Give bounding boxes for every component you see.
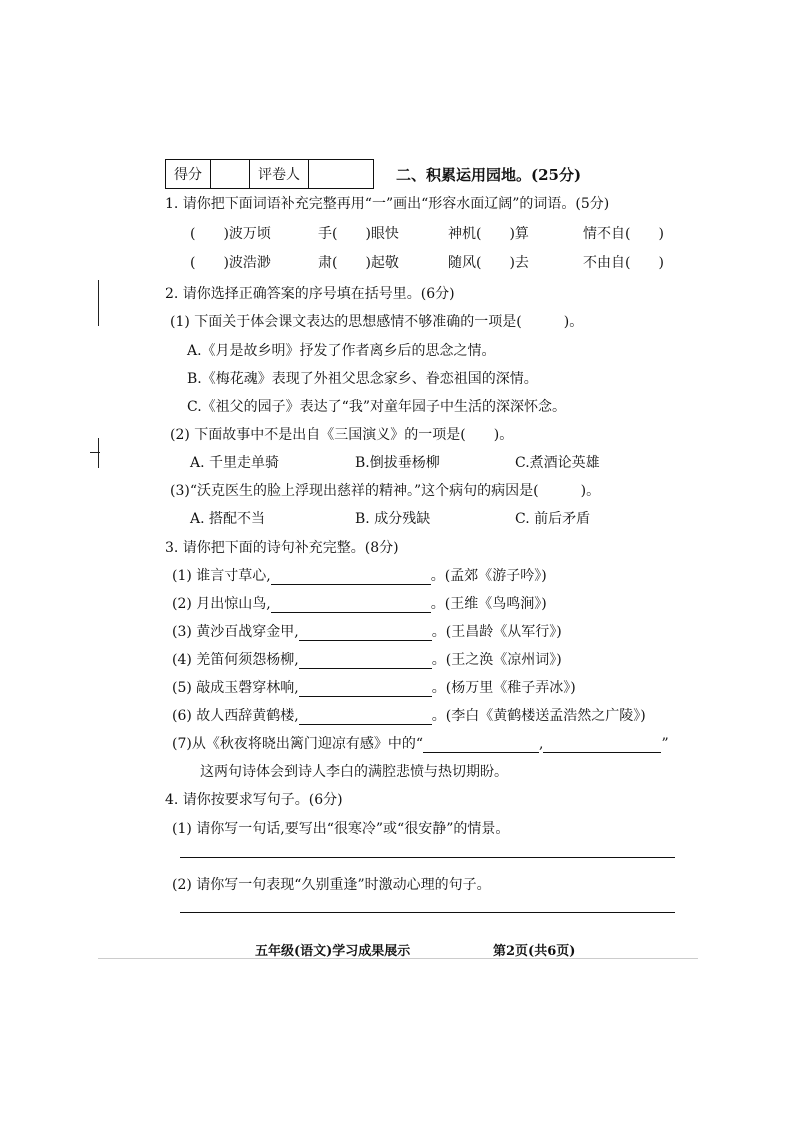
poem-lead: (6) 故人西辞黄鹤楼, (172, 708, 299, 724)
poem-blank[interactable] (271, 598, 431, 613)
poem-blank[interactable] (299, 626, 432, 641)
poem-source: 。(李白《黄鹤楼送孟浩然之广陵》) (431, 708, 646, 724)
q2-sub1: (1) 下面关于体会课文表达的思想感情不够准确的一项是( )。 (170, 314, 584, 330)
poem-blank[interactable] (299, 654, 432, 669)
q2-option[interactable]: A. 搭配不当 (190, 511, 266, 527)
footer-page: 第2页(共6页) (493, 944, 576, 959)
grader-field[interactable] (309, 160, 374, 189)
q3-prompt: 3. 请你把下面的诗句补充完整。(8分) (165, 540, 399, 556)
q1-word[interactable]: 神机( )算 (448, 226, 529, 242)
q1-word[interactable]: 手( )眼快 (318, 226, 399, 242)
q2-prompt: 2. 请你选择正确答案的序号填在括号里。(6分) (165, 286, 455, 302)
grader-label: 评卷人 (250, 160, 309, 189)
poem-line (172, 705, 646, 725)
poem-line (172, 621, 562, 641)
q2-option[interactable]: B.《梅花魂》表现了外祖父思念家乡、眷恋祖国的深情。 (187, 371, 538, 387)
q2-option[interactable]: C. 前后矛盾 (515, 511, 591, 527)
q1-word[interactable]: ( )波浩渺 (190, 255, 271, 271)
q1-word[interactable]: 随风( )去 (448, 255, 529, 271)
poem-blank[interactable] (543, 738, 661, 753)
poem-line (172, 593, 547, 613)
poem-lead: (3) 黄沙百战穿金甲, (172, 624, 299, 640)
section-title: 二、积累运用园地。(25分) (396, 166, 582, 184)
poem-blank[interactable] (299, 682, 432, 697)
q1-word[interactable]: ( )波万顷 (190, 226, 271, 242)
binding-tick (90, 452, 100, 453)
binding-mark (98, 438, 99, 468)
poem-source: 。(王昌龄《从军行》) (431, 624, 562, 640)
binding-mark (98, 280, 99, 326)
score-field[interactable] (211, 160, 250, 189)
poem-blank[interactable] (271, 570, 431, 585)
poem-lead: (1) 谁言寸草心, (172, 568, 271, 584)
poem-lead: (4) 羌笛何须怨杨柳, (172, 652, 299, 668)
q4-sub2: (2) 请你写一句表现“久别重逢”时激动心理的句子。 (172, 877, 491, 893)
q4-prompt: 4. 请你按要求写句子。(6分) (165, 792, 343, 808)
q2-option[interactable]: A. 千里走单骑 (190, 455, 280, 471)
q1-word[interactable]: 情不自( ) (583, 226, 664, 242)
q2-option[interactable]: C.煮酒论英雄 (515, 455, 600, 471)
poem-line-7 (172, 733, 669, 753)
q2-option[interactable]: A.《月是故乡明》抒发了作者离乡后的思念之情。 (187, 343, 496, 359)
q1-word[interactable]: 不由自( ) (583, 255, 664, 271)
score-label: 得分 (166, 160, 211, 189)
poem-source: 。(杨万里《稚子弄冰》) (431, 680, 576, 696)
poem-source: 。(王之涣《凉州词》) (431, 652, 562, 668)
q2-option[interactable]: B.倒拔垂杨柳 (355, 455, 440, 471)
q2-sub3: (3)“沃克医生的脸上浮现出慈祥的精神。”这个病句的病因是( )。 (170, 483, 601, 499)
poem-line (172, 565, 547, 585)
score-table (165, 159, 374, 189)
poem-lead: (7)从《秋夜将晓出篱门迎凉有感》中的“ (172, 736, 423, 752)
q1-word[interactable]: 肃( )起敬 (318, 255, 399, 271)
q2-option[interactable]: C.《祖父的园子》表达了“我”对童年园子中生活的深深怀念。 (187, 399, 566, 415)
poem-source: 。(孟郊《游子吟》) (430, 568, 547, 584)
q2-sub2: (2) 下面故事中不是出自《三国演义》的一项是( )。 (170, 427, 514, 443)
comma: , (539, 736, 544, 752)
poem-lead: (5) 敲成玉磬穿林响, (172, 680, 299, 696)
poem-blank[interactable] (299, 710, 432, 725)
q1-prompt: 1. 请你把下面词语补充完整再用“一”画出“形容水面辽阔”的词语。(5分) (165, 196, 610, 212)
q2-option[interactable]: B. 成分残缺 (355, 511, 431, 527)
footer-rule (98, 958, 698, 959)
q4-sub1: (1) 请你写一句话,要写出“很寒冷”或“很安静”的情景。 (172, 821, 510, 837)
poem-line (172, 677, 576, 697)
close-quote: ” (661, 736, 669, 752)
footer-title: 五年级(语文)学习成果展示 (255, 944, 411, 959)
poem-blank[interactable] (423, 738, 539, 753)
poem-line-7-cont: 这两句诗体会到诗人李白的满腔悲愤与热切期盼。 (200, 764, 508, 780)
poem-source: 。(王维《鸟鸣涧》) (430, 596, 547, 612)
answer-line[interactable] (180, 857, 675, 858)
poem-lead: (2) 月出惊山鸟, (172, 596, 271, 612)
answer-line[interactable] (180, 912, 675, 913)
poem-line (172, 649, 562, 669)
